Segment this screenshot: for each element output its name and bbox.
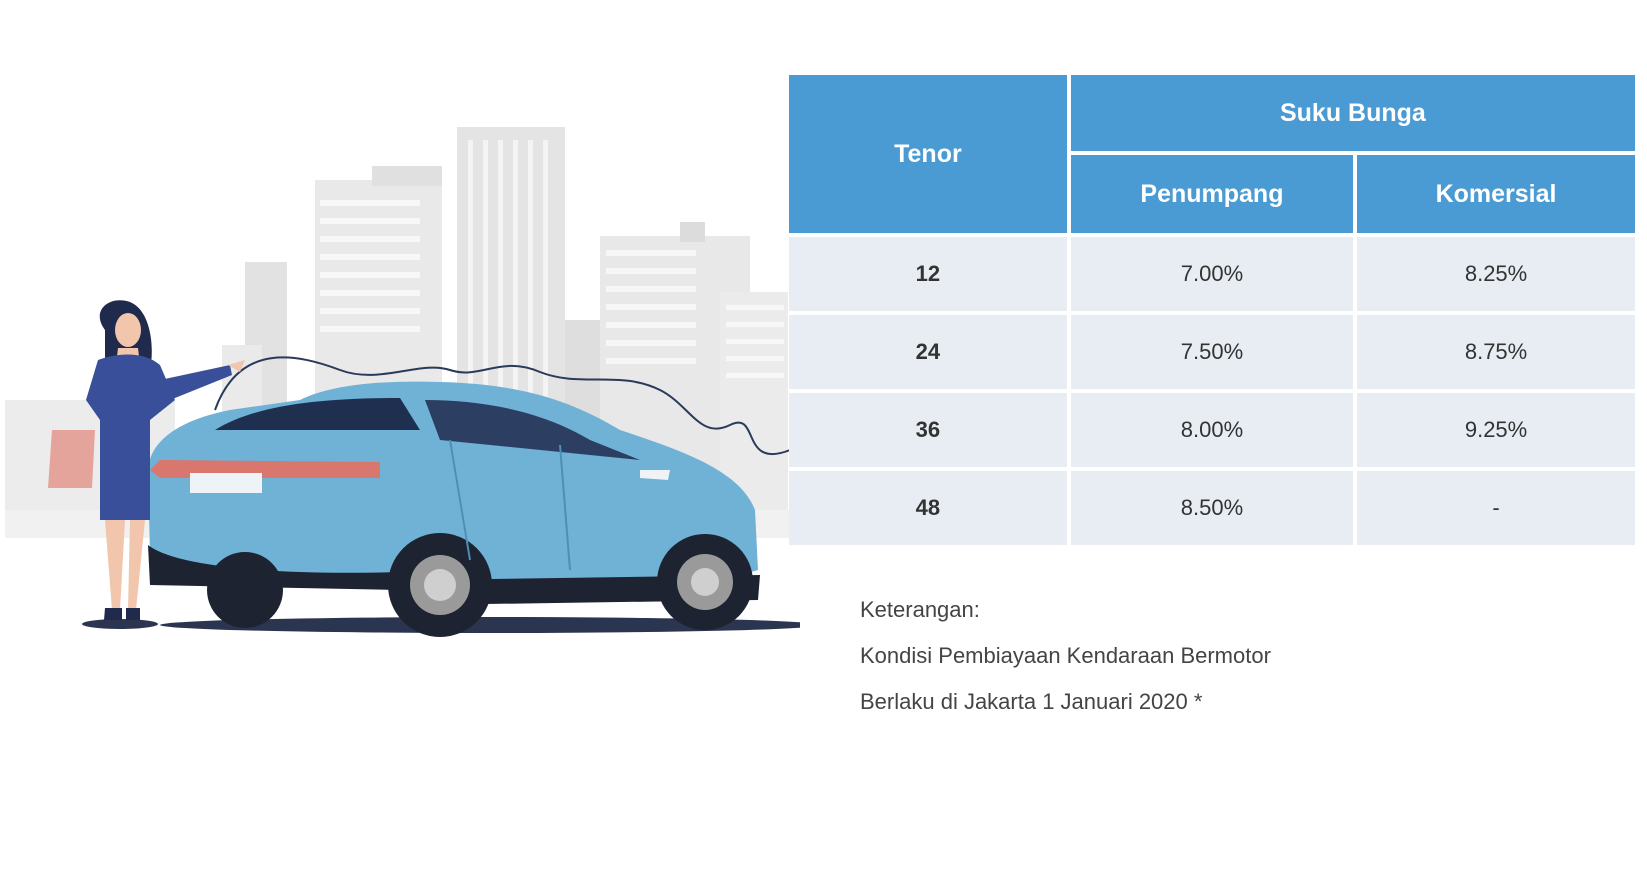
header-tenor: Tenor bbox=[789, 75, 1067, 233]
tenor-cell: 48 bbox=[789, 471, 1067, 545]
table-row bbox=[789, 393, 1635, 467]
passenger-rate-cell: 7.50% bbox=[1071, 315, 1353, 389]
passenger-rate-cell: 8.50% bbox=[1071, 471, 1353, 545]
header-commercial: Komersial bbox=[1357, 155, 1635, 233]
commercial-rate-cell: 8.25% bbox=[1357, 237, 1635, 311]
interest-rate-table bbox=[785, 71, 1639, 549]
header-passenger: Penumpang bbox=[1071, 155, 1353, 233]
notes-line-2: Berlaku di Jakarta 1 Januari 2020 * bbox=[860, 689, 1203, 714]
tenor-cell: 12 bbox=[789, 237, 1067, 311]
car-and-woman-illustration bbox=[0, 0, 800, 700]
table-row bbox=[789, 315, 1635, 389]
table-row bbox=[789, 237, 1635, 311]
passenger-rate-cell: 7.00% bbox=[1071, 237, 1353, 311]
notes-label: Keterangan: bbox=[860, 597, 980, 622]
tenor-cell: 36 bbox=[789, 393, 1067, 467]
notes-section bbox=[860, 598, 1271, 736]
tenor-cell: 24 bbox=[789, 315, 1067, 389]
header-interest-rate: Suku Bunga bbox=[1071, 75, 1635, 151]
passenger-rate-cell: 8.00% bbox=[1071, 393, 1353, 467]
commercial-rate-cell: 9.25% bbox=[1357, 393, 1635, 467]
commercial-rate-cell: - bbox=[1357, 471, 1635, 545]
table-row bbox=[789, 471, 1635, 545]
notes-line-1: Kondisi Pembiayaan Kendaraan Bermotor bbox=[860, 643, 1271, 668]
commercial-rate-cell: 8.75% bbox=[1357, 315, 1635, 389]
